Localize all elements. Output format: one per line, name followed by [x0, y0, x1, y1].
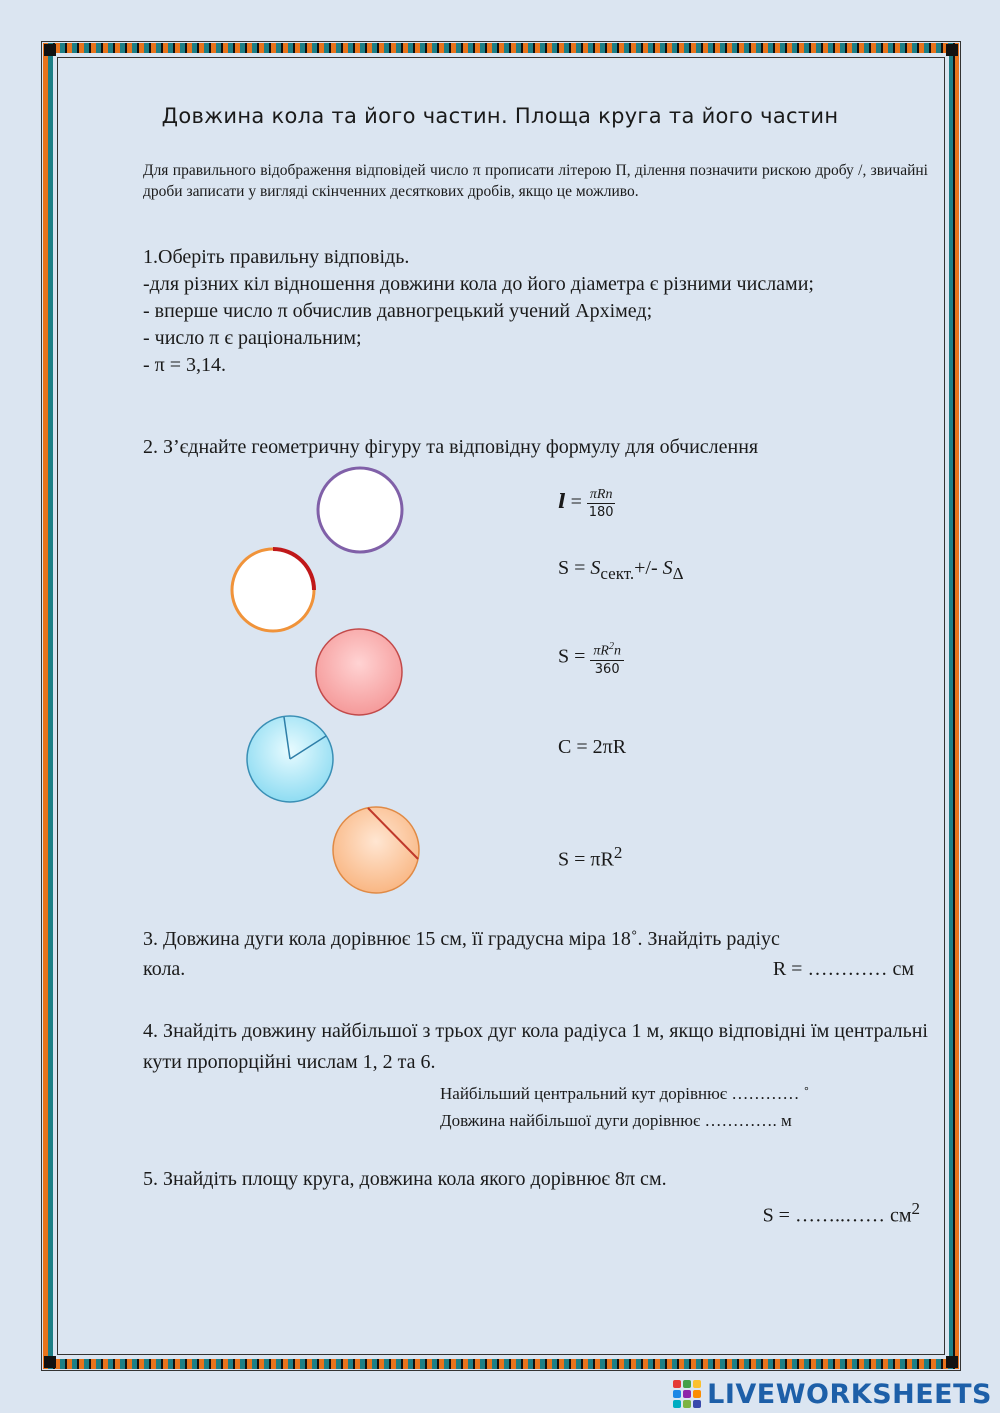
page-title: Довжина кола та його частин. Площа круга та його частин [161, 104, 839, 128]
question-4-angle-answer[interactable]: Найбільший центральний кут дорівнює ………… ˚ [440, 1084, 810, 1103]
question-5-text: 5. Знайдіть площу круга, довжина кола якого дорівнює 8π см. [143, 1168, 667, 1190]
question-3-text-end: кола. [143, 958, 186, 980]
liveworksheets-logo[interactable] [673, 1378, 992, 1410]
formula-arc-length[interactable]: 𝒍 = $\frac{\text{πRn}}{180}$ [558, 487, 614, 520]
border-corner [44, 1356, 56, 1368]
question-3-text: 3. Довжина дуги кола дорівнює 15 см, її градусна міра 18˚. Знайдіть радіус [143, 928, 780, 950]
question-3-answer-field[interactable]: R = ………… см [772, 958, 914, 980]
question-2-heading: 2. З’єднайте геометричну фігуру та відповідну формулу для обчислення [143, 436, 759, 458]
question-1-option[interactable]: -для різних кіл відношення довжини кола до його діаметра є різними числами; [143, 273, 814, 295]
formula-circumference[interactable]: C = 2πR [558, 736, 627, 758]
logo-icon [673, 1380, 701, 1408]
logo-text: LIVEWORKSHEETS [707, 1378, 992, 1410]
border-corner [44, 44, 56, 56]
sector-figure[interactable] [247, 716, 333, 802]
formula-segment-area[interactable]: $S = S_{сект.}+/-$ $S_\Delta$ [558, 557, 684, 583]
figures-panel [220, 462, 440, 902]
formula-circle-area[interactable]: $S = \pi R^2$ [558, 843, 623, 871]
arc-figure[interactable] [232, 549, 314, 631]
segment-figure[interactable] [333, 807, 419, 893]
question-5-answer-field[interactable]: S = ……..…… $см^2$ [762, 1199, 920, 1227]
question-1 [143, 244, 928, 379]
question-1-option[interactable]: - вперше число π обчислив давногрецький учений Архімед; [143, 300, 653, 322]
question-4-answers [440, 1080, 809, 1134]
question-1-heading: 1.Оберіть правильну відповідь. [143, 246, 410, 268]
question-1-option[interactable]: - π = 3,14. [143, 354, 227, 376]
question-3 [143, 924, 928, 984]
question-4-arc-answer[interactable]: Довжина найбільшої дуги дорівнює …………. м [440, 1111, 792, 1130]
circle-figure[interactable] [318, 468, 402, 552]
formula-sector-area[interactable]: S = $\frac{\pi R^2n}{360}$ [558, 638, 624, 678]
disk-figure[interactable] [316, 629, 402, 715]
instructions: Для правильного відображення відповідей число π прописати літерою П, ділення позначити рискою дробу /, звичайні дроби записати у вигляді скінченних десяткових дробів, якщо це можливо. [143, 162, 928, 200]
border-corner [946, 1356, 958, 1368]
border-corner [946, 44, 958, 56]
question-1-option[interactable]: - число π є раціональним; [143, 327, 362, 349]
question-4-text: 4. Знайдіть довжину найбільшої з трьох дуг кола радіуса 1 м, якщо відповідні їм центральні кути пропорційні числам 1, 2 та 6. [143, 1020, 928, 1073]
question-5 [143, 1164, 928, 1231]
